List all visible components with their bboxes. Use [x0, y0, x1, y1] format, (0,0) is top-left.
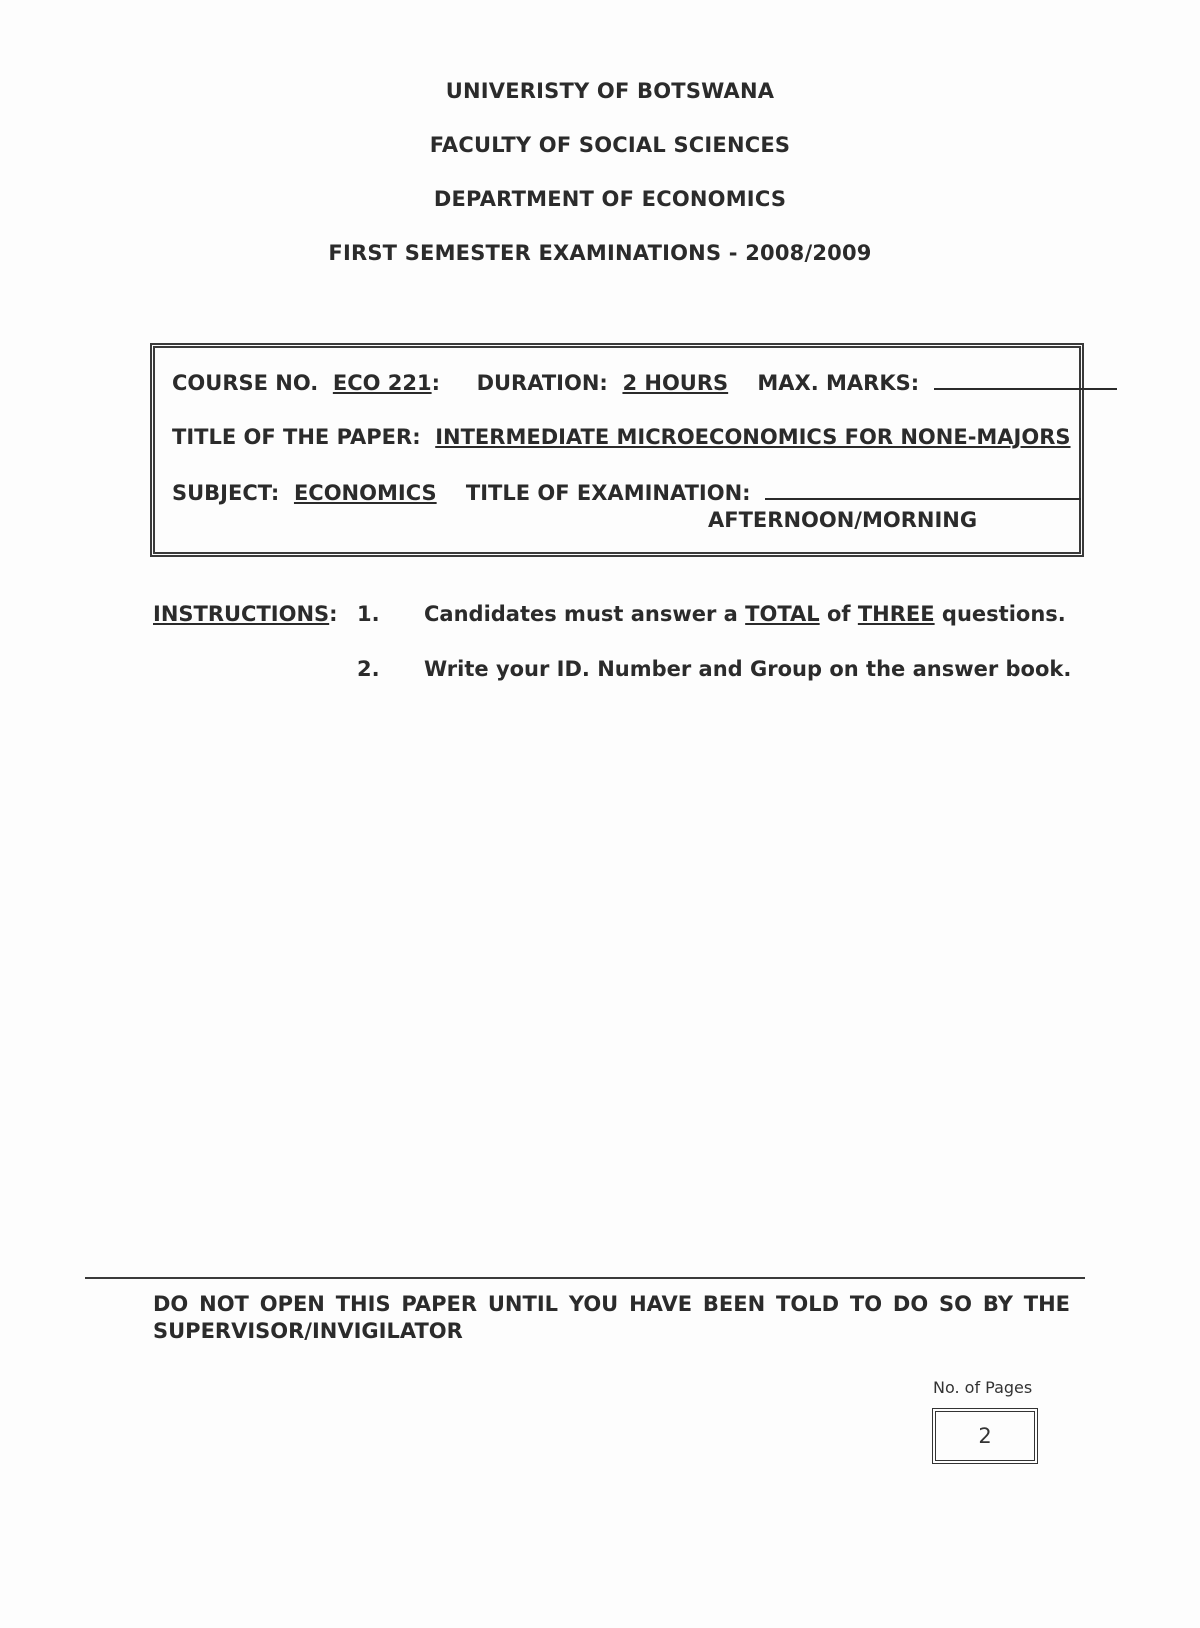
instruction-text-part: questions.: [934, 602, 1066, 626]
max-marks-blank: [934, 370, 1117, 390]
subject-row: [172, 480, 1081, 505]
course-no-label: COURSE NO.: [172, 371, 319, 395]
instruction-text-part: of: [819, 602, 858, 626]
exam-title-blank: [765, 480, 1081, 500]
exam-session: FIRST SEMESTER EXAMINATIONS - 2008/2009: [328, 241, 872, 265]
max-marks-label: MAX. MARKS:: [757, 371, 920, 395]
instruction-number: 1.: [357, 602, 380, 626]
instructions-heading: [153, 602, 338, 626]
instruction-emphasis-total: TOTAL: [745, 602, 820, 626]
paper-title-label: TITLE OF THE PAPER:: [172, 425, 421, 449]
subject-label: SUBJECT:: [172, 481, 280, 505]
instructions-label: INSTRUCTIONS: [153, 602, 330, 626]
duration-value: 2 HOURS: [622, 371, 729, 395]
title-row: [172, 425, 1071, 449]
pages-count-box: [932, 1408, 1038, 1464]
subject-value: ECONOMICS: [293, 481, 437, 505]
paper-title-value: INTERMEDIATE MICROECONOMICS FOR NONE-MAJORS: [435, 425, 1071, 449]
duration-label: DURATION:: [476, 371, 608, 395]
warning-notice: DO NOT OPEN THIS PAPER UNTIL YOU HAVE BEEN TOLD TO DO SO BY THE SUPERVISOR/INVIGILATOR: [153, 1292, 1070, 1343]
pages-count-label: No. of Pages: [933, 1378, 1033, 1397]
instruction-number: 2.: [357, 657, 380, 681]
course-no-value: ECO 221: [332, 371, 432, 395]
divider-line: [85, 1277, 1085, 1279]
instructions-label-colon: :: [329, 602, 338, 626]
course-no-colon: :: [431, 371, 441, 395]
pages-count-value: 2: [978, 1424, 992, 1448]
department-name: DEPARTMENT OF ECONOMICS: [433, 187, 787, 211]
instruction-text-part: Candidates must answer a: [424, 602, 746, 626]
instruction-emphasis-three: THREE: [857, 602, 935, 626]
course-details-box: [150, 343, 1084, 557]
exam-title-label: TITLE OF EXAMINATION:: [465, 481, 751, 505]
course-row: [172, 370, 1117, 395]
faculty-name: FACULTY OF SOCIAL SCIENCES: [429, 133, 791, 157]
instruction-text: Write your ID. Number and Group on the answer book.: [424, 657, 1072, 681]
instruction-text: [424, 602, 1066, 626]
session-time: AFTERNOON/MORNING: [708, 508, 978, 532]
university-name: UNIVERISTY OF BOTSWANA: [445, 79, 775, 103]
